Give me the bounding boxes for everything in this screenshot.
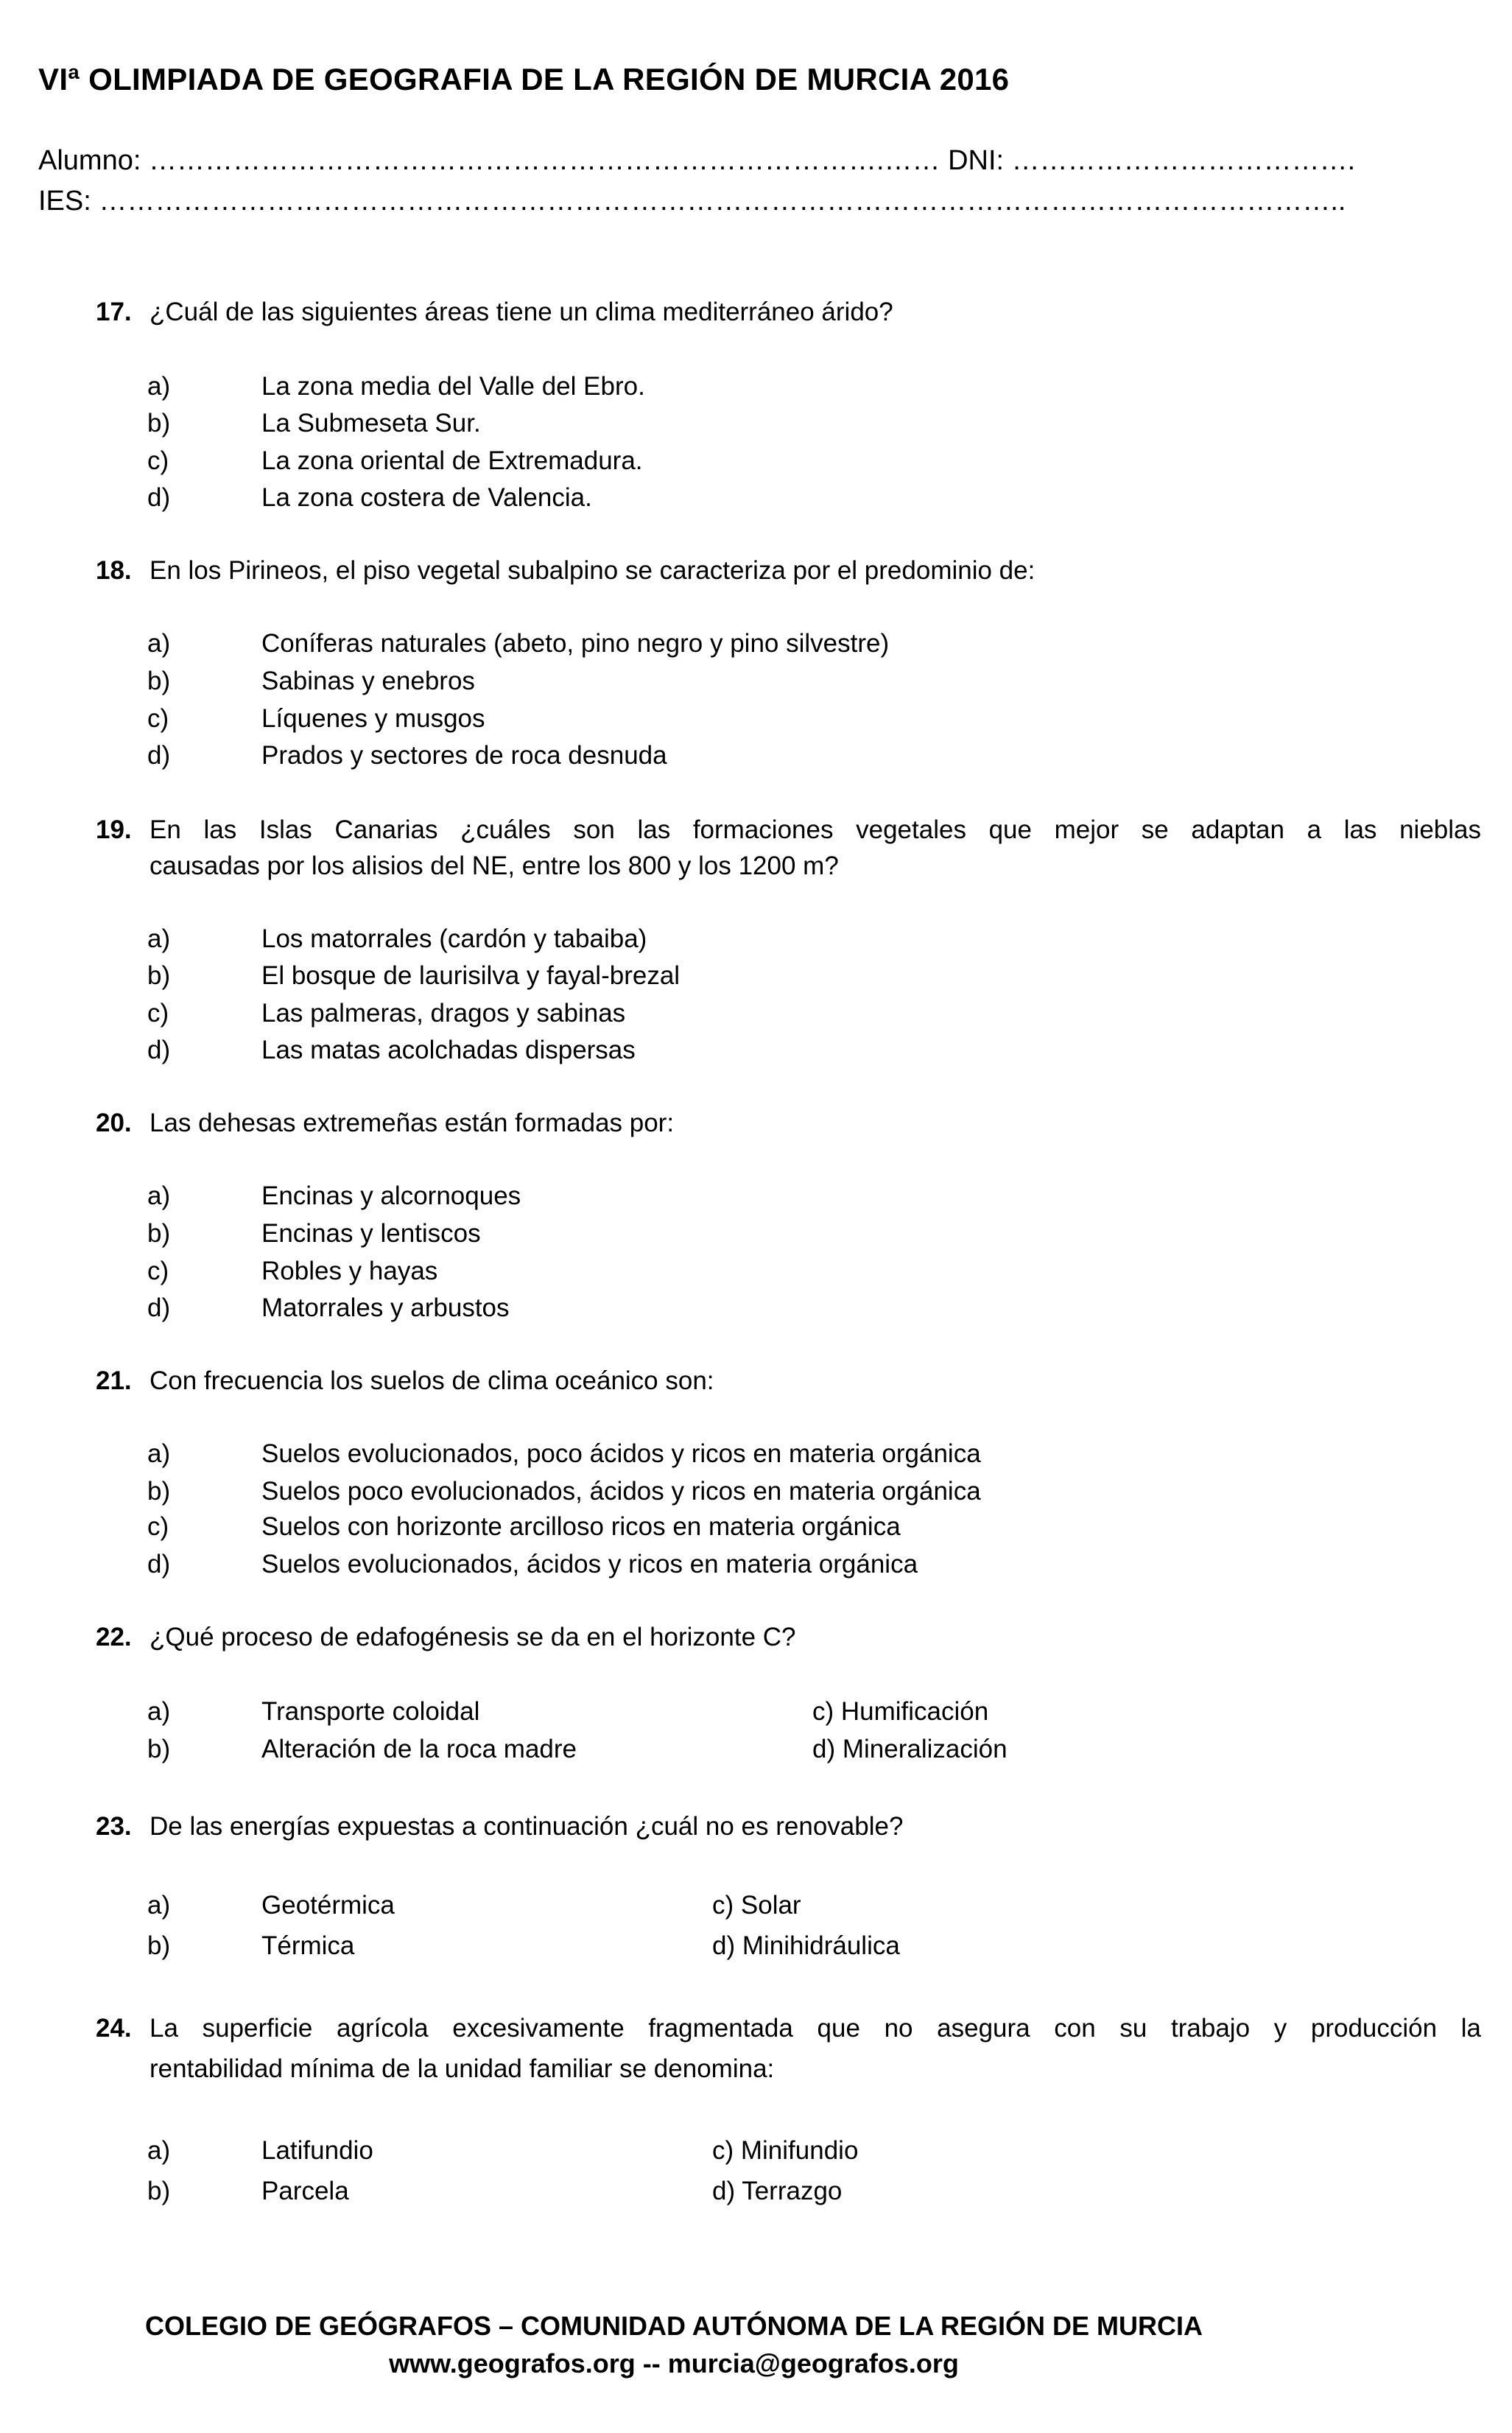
option-label: d): [147, 741, 171, 770]
option-text[interactable]: El bosque de laurisilva y fayal-brezal: [261, 961, 681, 990]
question-number: 19.: [96, 815, 132, 844]
footer-contact: www.geografos.org -- murcia@geografos.org: [389, 2348, 959, 2378]
school-line: [38, 185, 1346, 217]
option-text[interactable]: La zona oriental de Extremadura.: [261, 446, 643, 475]
option-text[interactable]: Sabinas y enebros: [261, 667, 475, 695]
option-label: a): [147, 629, 171, 658]
option-text[interactable]: Matorrales y arbustos: [261, 1293, 510, 1322]
question-number: 18.: [96, 556, 132, 585]
question-number: 23.: [96, 1812, 132, 1841]
question-text-continued: causadas por los alisios del NE, entre los 800 y los 1200 m?: [150, 852, 839, 880]
option-text[interactable]: d) Mineralización: [812, 1735, 1008, 1763]
option-label: a): [147, 2136, 171, 2165]
option-label: b): [147, 1219, 171, 1248]
question-text: En las Islas Canarias ¿cuáles son las formaciones vegetales que mejor se adaptan a las nieblas: [150, 815, 1481, 844]
option-text[interactable]: Robles y hayas: [261, 1257, 438, 1285]
option-text[interactable]: c) Minifundio: [712, 2136, 859, 2165]
option-label: a): [147, 1891, 171, 1920]
option-label: b): [147, 1477, 171, 1506]
option-text[interactable]: Suelos evolucionados, ácidos y ricos en materia orgánica: [261, 1550, 918, 1579]
option-text[interactable]: d) Minihidráulica: [712, 1931, 900, 1960]
option-text[interactable]: Las matas acolchadas dispersas: [261, 1036, 636, 1064]
option-text[interactable]: Parcela: [261, 2177, 349, 2205]
option-text[interactable]: c) Humificación: [812, 1697, 989, 1726]
option-label: a): [147, 924, 171, 953]
student-label: Alumno:: [38, 145, 141, 176]
option-text[interactable]: Las palmeras, dragos y sabinas: [261, 999, 626, 1028]
question-number: 20.: [96, 1109, 132, 1137]
footer-organization: COLEGIO DE GEÓGRAFOS – COMUNIDAD AUTÓNOMA DE LA REGIÓN DE MURCIA: [144, 2311, 1203, 2341]
question-text: ¿Qué proceso de edafogénesis se da en el horizonte C?: [150, 1623, 796, 1651]
option-label: b): [147, 667, 171, 695]
option-text[interactable]: La Submeseta Sur.: [261, 409, 481, 438]
option-text[interactable]: Transporte coloidal: [261, 1697, 480, 1726]
student-name-field[interactable]: …………………………………………………………………….……: [148, 145, 940, 176]
question-number: 17.: [96, 298, 132, 326]
question-text: Con frecuencia los suelos de clima oceánico son:: [150, 1366, 714, 1395]
option-label: d): [147, 1293, 171, 1322]
question-number: 21.: [96, 1366, 132, 1395]
option-text[interactable]: Geotérmica: [261, 1891, 395, 1920]
option-label: b): [147, 2177, 171, 2205]
option-label: d): [147, 483, 171, 512]
option-label: c): [147, 704, 169, 733]
option-text[interactable]: Prados y sectores de roca desnuda: [261, 741, 667, 770]
option-text[interactable]: Los matorrales (cardón y tabaiba): [261, 924, 647, 953]
option-label: b): [147, 1931, 171, 1960]
student-line: [38, 144, 1355, 177]
question-number: 24.: [96, 2014, 132, 2043]
option-label: b): [147, 409, 171, 438]
option-text[interactable]: Coníferas naturales (abeto, pino negro y pino silvestre): [261, 629, 890, 658]
option-label: a): [147, 372, 171, 401]
option-label: b): [147, 961, 171, 990]
option-text[interactable]: Latifundio: [261, 2136, 373, 2165]
option-label: d): [147, 1036, 171, 1064]
option-text[interactable]: Encinas y lentiscos: [261, 1219, 481, 1248]
option-text[interactable]: c) Solar: [712, 1891, 801, 1920]
option-label: b): [147, 1735, 171, 1763]
exam-title: VIª OLIMPIADA DE GEOGRAFIA DE LA REGIÓN DE MURCIA 2016: [38, 62, 1010, 96]
option-label: c): [147, 1257, 169, 1285]
option-text[interactable]: Alteración de la roca madre: [261, 1735, 577, 1763]
question-number: 22.: [96, 1623, 132, 1651]
option-text[interactable]: La zona media del Valle del Ebro.: [261, 372, 645, 401]
option-text[interactable]: d) Terrazgo: [712, 2177, 843, 2205]
dni-label: DNI:: [948, 145, 1005, 176]
dni-field[interactable]: ……………………………….: [1011, 145, 1356, 176]
question-text: En los Pirineos, el piso vegetal subalpino se caracteriza por el predominio de:: [150, 556, 1035, 585]
option-label: c): [147, 999, 169, 1028]
option-text[interactable]: Suelos poco evolucionados, ácidos y ricos en materia orgánica: [261, 1477, 981, 1506]
question-text-continued: rentabilidad mínima de la unidad familiar se denomina:: [150, 2054, 775, 2083]
question-text: La superficie agrícola excesivamente fragmentada que no asegura con su trabajo y producción la: [150, 2014, 1481, 2043]
option-label: d): [147, 1550, 171, 1579]
option-text[interactable]: Suelos evolucionados, poco ácidos y ricos en materia orgánica: [261, 1439, 981, 1468]
question-text: ¿Cuál de las siguientes áreas tiene un clima mediterráneo árido?: [150, 298, 893, 326]
option-label: a): [147, 1439, 171, 1468]
option-text[interactable]: Líquenes y musgos: [261, 704, 485, 733]
option-label: a): [147, 1697, 171, 1726]
school-label: IES:: [38, 186, 91, 217]
question-text: De las energías expuestas a continuación ¿cuál no es renovable?: [150, 1812, 904, 1841]
option-label: a): [147, 1182, 171, 1210]
option-text[interactable]: Térmica: [261, 1931, 355, 1960]
option-text[interactable]: La zona costera de Valencia.: [261, 483, 592, 512]
school-field[interactable]: ……………………………………………………………………………………………………………………..: [99, 186, 1346, 217]
option-text[interactable]: Suelos con horizonte arcilloso ricos en materia orgánica: [261, 1512, 901, 1541]
option-label: c): [147, 446, 169, 475]
question-text: Las dehesas extremeñas están formadas por:: [150, 1109, 675, 1137]
option-text[interactable]: Encinas y alcornoques: [261, 1182, 521, 1210]
option-label: c): [147, 1512, 169, 1541]
